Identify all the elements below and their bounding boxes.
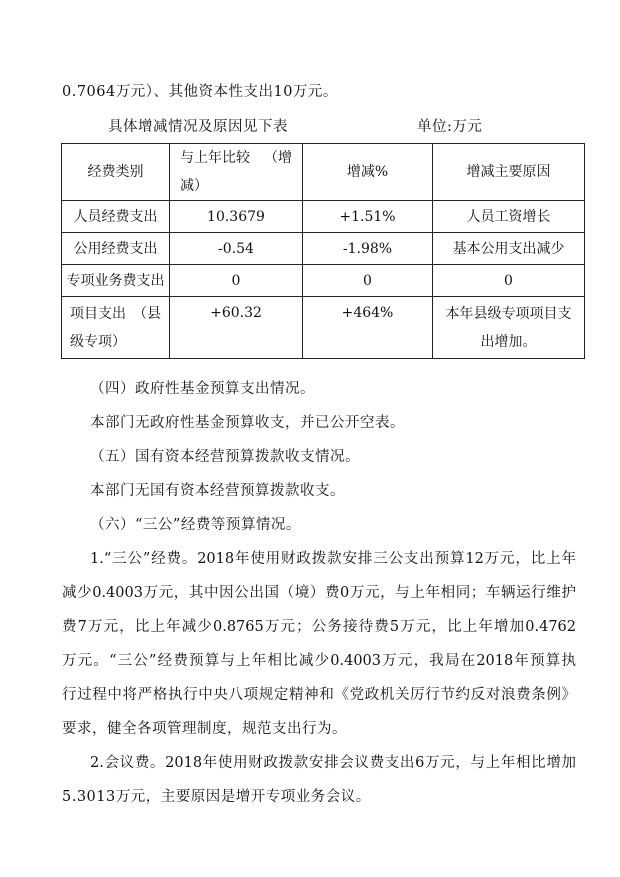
table-row (62, 201, 585, 233)
table-caption: 具体增减情况及原因见下表 (108, 119, 288, 135)
row-category: 公用经费支出 (62, 233, 170, 265)
section-6-item-1-line-5: 行过程中将严格执行中央八项规定精神和《党政机关厉行节约反对浪费条例》 (62, 687, 576, 703)
header-percent: 增减% (303, 144, 433, 201)
section-5-title: （五）国有资本经营预算拨款收支情况。 (90, 449, 360, 465)
budget-change-table (61, 143, 585, 359)
row-change: 10.3679 (170, 201, 303, 233)
row-category: 专项业务费支出 (62, 265, 170, 297)
row-reason-text-a: 本年县级专项项目支 (445, 305, 572, 322)
row-category (62, 297, 170, 359)
row-change: -0.54 (170, 233, 303, 265)
row-reason (433, 297, 585, 359)
row-percent: +1.51% (303, 201, 433, 233)
header-change-text-a: 与上年比较 (180, 150, 250, 166)
table-row (62, 297, 585, 359)
row-percent: -1.98% (303, 233, 433, 265)
section-6-item-2-line-2: 5.3013万元，主要原因是增开专项业务会议。 (62, 789, 371, 805)
header-change-text-b: （增 (264, 150, 292, 166)
table-row (62, 233, 585, 265)
section-6-item-1-line-4: 万元。“三公”经费预算与上年相比减少0.4003万元，我局在2018年预算执 (62, 653, 576, 669)
table-header-row (62, 144, 585, 201)
row-change: 0 (170, 265, 303, 297)
section-5-body: 本部门无国有资本经营预算拨款收支。 (90, 483, 345, 499)
row-percent: 0 (303, 265, 433, 297)
row-reason: 基本公用支出减少 (433, 233, 585, 265)
section-6-item-1-line-3: 费7万元，比上年减少0.8765万元；公务接待费5万元，比上年增加0.4762 (62, 619, 576, 635)
table-row (62, 265, 585, 297)
header-change-text-c: 减） (180, 178, 208, 194)
section-4-body: 本部门无政府性基金预算收支，并已公开空表。 (90, 415, 405, 431)
section-6-title: （六）“三公”经费等预算情况。 (90, 517, 301, 533)
row-category-text-b: （县 (133, 305, 161, 322)
row-change: +60.32 (170, 297, 303, 359)
header-reason: 增减主要原因 (433, 144, 585, 201)
top-line: 0.7064万元）、其他资本性支出10万元。 (62, 84, 338, 100)
row-category: 人员经费支出 (62, 201, 170, 233)
row-reason: 0 (433, 265, 585, 297)
row-reason: 人员工资增长 (433, 201, 585, 233)
row-reason-text-b: 出增加。 (480, 333, 537, 350)
row-category-text-a: 项目支出 (70, 305, 126, 322)
section-6-item-1-line-6: 要求，健全各项管理制度，规范支出行为。 (62, 721, 347, 737)
header-category: 经费类别 (62, 144, 170, 201)
row-percent: +464% (303, 297, 433, 359)
unit-label: 单位:万元 (417, 119, 483, 135)
row-category-text-c: 级专项） (70, 333, 126, 350)
section-4-title: （四）政府性基金预算支出情况。 (90, 381, 315, 397)
header-change (170, 144, 303, 201)
section-6-item-1-line-2: 减少0.4003万元，其中因公出国（境）费0万元，与上年相同；车辆运行维护 (62, 585, 576, 601)
section-6-item-2-line-1: 2.会议费。2018年使用财政拨款安排会议费支出6万元，与上年相比增加 (90, 755, 576, 771)
section-6-item-1-line-1: 1.“三公”经费。2018年使用财政拨款安排三公支出预算12万元，比上年 (90, 551, 576, 567)
